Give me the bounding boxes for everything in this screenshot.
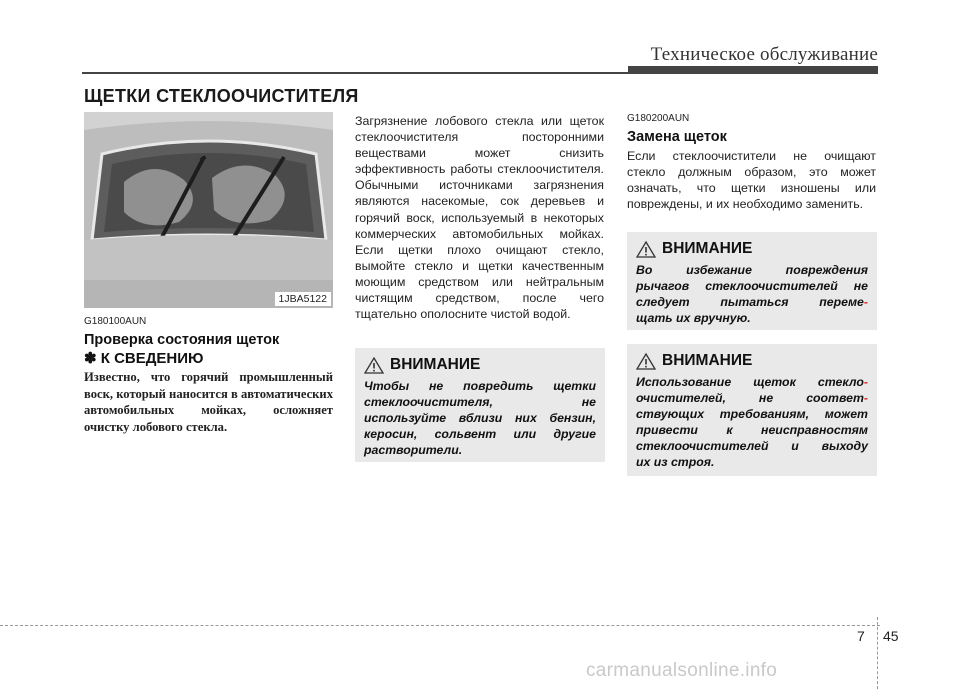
header-rule: [82, 72, 878, 74]
caution-heading: [364, 356, 596, 374]
chapter-number: 7: [857, 628, 865, 644]
hyphen-mark: -: [863, 295, 868, 309]
windshield-illustration: [84, 112, 333, 308]
caution-line: следует пытаться переме-: [636, 295, 868, 309]
caution-title: ВНИМАНИЕ: [390, 356, 481, 373]
caution-line: стеклоочистителей и выходу: [636, 439, 868, 453]
caution-heading: [636, 352, 868, 370]
caution-heading: [636, 240, 868, 258]
caution-text: Чтобы не повредить щетки стеклоочистителя, не используйте вблизи них бензин, керосин, сольвент или другие растворители.: [364, 379, 596, 457]
notice-label: К СВЕДЕНИЮ: [100, 350, 204, 367]
caution-line: щать их вручную.: [636, 311, 751, 325]
footer-divider: [877, 617, 878, 689]
caution-box: [627, 232, 877, 330]
warning-triangle-icon: [636, 353, 656, 370]
caution-line: Использование щеток стекло-: [636, 375, 868, 389]
caution-text: [636, 374, 868, 470]
header-title: Техническое обслуживание: [650, 44, 878, 65]
item-code: G180200AUN: [627, 113, 690, 124]
caution-line: их из строя.: [636, 455, 715, 469]
caution-box: [355, 348, 605, 462]
footer-rule: [0, 625, 880, 626]
item-code: G180100AUN: [84, 316, 147, 327]
caution-box: [627, 344, 877, 476]
warning-triangle-icon: [364, 357, 384, 374]
caution-title: ВНИМАНИЕ: [662, 352, 753, 369]
page-number: 45: [883, 628, 899, 644]
figure-code: 1JBA5122: [275, 292, 331, 306]
subsection-heading: Проверка состояния щеток: [84, 332, 280, 348]
warning-triangle-icon: [636, 241, 656, 258]
hyphen-mark: -: [863, 375, 868, 389]
asterisk-icon: ✽: [84, 350, 97, 367]
section-title: ЩЕТКИ СТЕКЛООЧИСТИТЕЛЯ: [84, 86, 359, 106]
notice-text: Известно, что горячий промышленный воск, который наносится в автоматических автомобильных мойках, осложняет очистку лобового стекла.: [84, 370, 333, 434]
notice-heading: [84, 349, 204, 367]
cleaning-body-text: Загрязнение лобового стекла или щеток стеклоочистителя посторонними веществами может снизить эффективность работы стеклоочистителя. Обычными источниками загрязнения являются насекомые, сок деревьев и горячий воск, используемый в некоторых коммерческих автомобильных мойках. Если щетки плохо очищают стекло, вымойте стекло и щетки качественным моющим средством или нейтральным чистящим средством, после чего тщательно ополосните чистой водой.: [355, 114, 604, 322]
caution-text: [636, 262, 868, 326]
caution-line: Во избежание повреждения: [636, 263, 868, 277]
replacement-body-text: Если стеклоочистители не очищают стекло должным образом, это может означать, что щетки изношены или повреждены, и их необходимо заменить.: [627, 149, 876, 212]
hyphen-mark: -: [863, 391, 868, 405]
subsection-heading: Замена щеток: [627, 129, 727, 145]
caution-line: привести к неисправностям: [636, 423, 868, 437]
windshield-figure: [84, 112, 333, 308]
caution-line: ствующих требованиям, может: [636, 407, 868, 421]
header-accent-bar: [628, 66, 878, 72]
caution-line: рычагов стеклоочистителей не: [636, 279, 868, 293]
watermark: carmanualsonline.info: [586, 660, 778, 681]
caution-line: очистителей, не соответ-: [636, 391, 868, 405]
caution-title: ВНИМАНИЕ: [662, 240, 753, 257]
